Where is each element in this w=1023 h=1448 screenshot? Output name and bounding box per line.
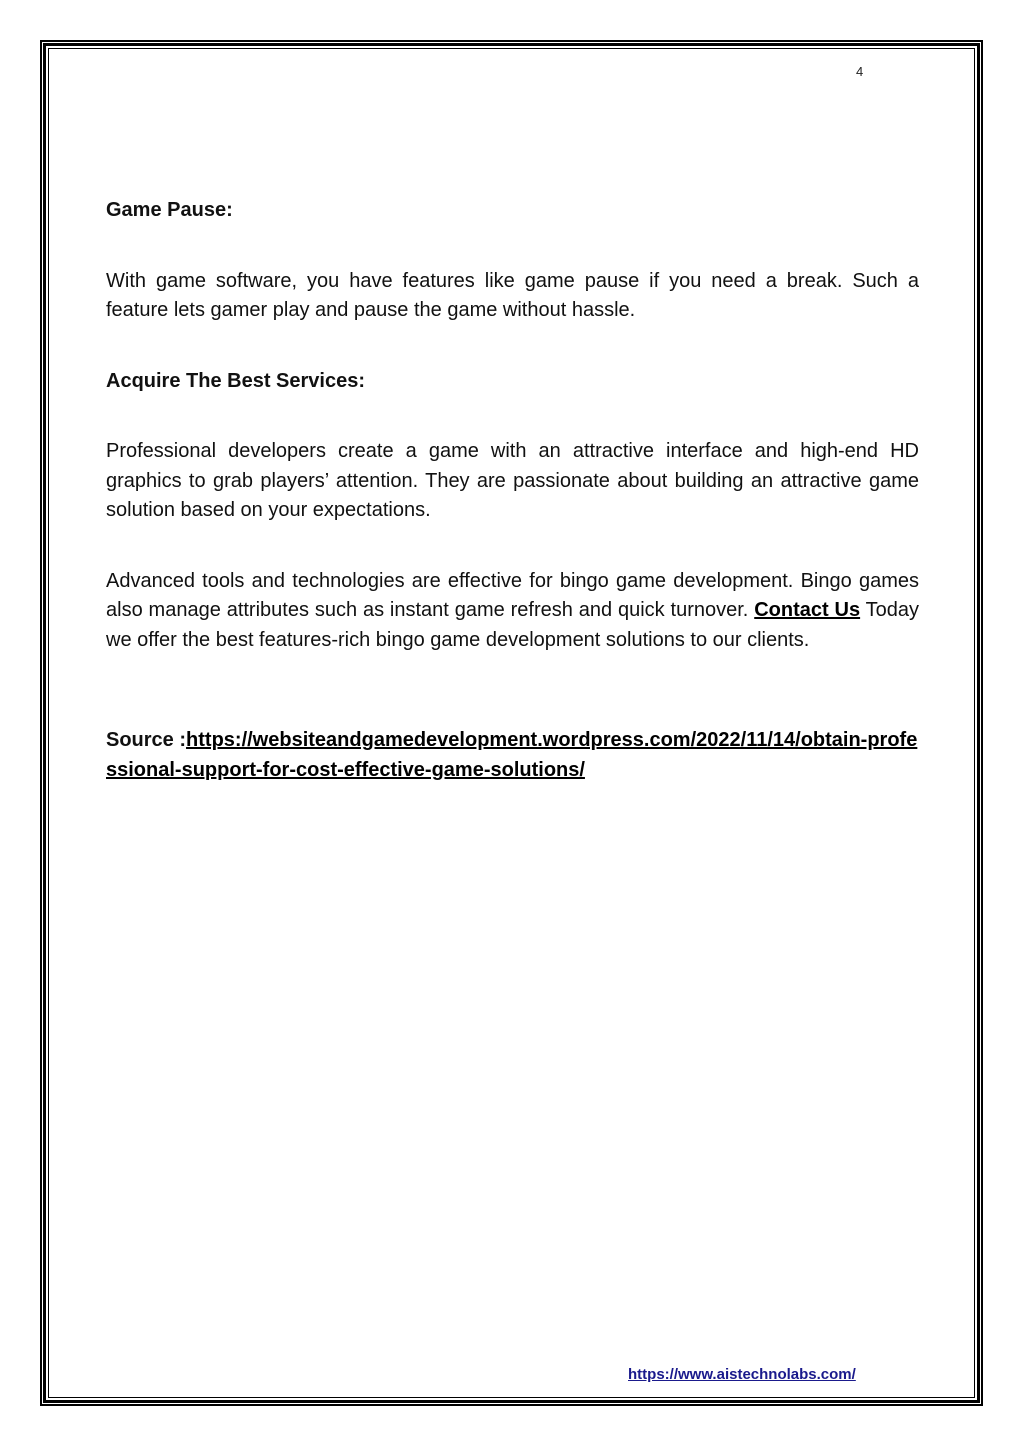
footer-website-link[interactable]: https://www.aistechnolabs.com/ (628, 1366, 856, 1383)
paragraph-advanced-tools (106, 567, 919, 656)
source-label: Source : (106, 729, 187, 751)
contact-us-link[interactable]: Contact Us (754, 599, 861, 621)
paragraph-advanced-tools-text-after: Today we offer the best features-rich bingo game development solutions to our clients. (106, 599, 919, 651)
paragraph-game-pause: With game software, you have features like game pause if you need a break. Such a feature lets gamer play and pause the game without hassle. (106, 269, 919, 321)
paragraph-advanced-tools-text-before: Advanced tools and technologies are effective for bingo game development. Bingo games also manage attributes such as instant game refresh and quick turnover. (106, 569, 919, 621)
paragraph-best-services: Professional developers create a game with an attractive interface and high-end HD graphics to grab players’ attention. They are passionate about building an attractive game solution based on your expectations. (106, 440, 919, 521)
heading-game-pause: Game Pause: (106, 199, 233, 221)
source-line (106, 726, 919, 785)
heading-best-services: Acquire The Best Services: (106, 369, 365, 392)
document-body (106, 196, 919, 785)
source-url-link[interactable]: https://websiteandgamedevelopment.wordpress.com/2022/11/14/obtain-professional-support-for-cost-effective-game-solutions/ (106, 729, 918, 781)
page-number: 4 (856, 64, 864, 79)
